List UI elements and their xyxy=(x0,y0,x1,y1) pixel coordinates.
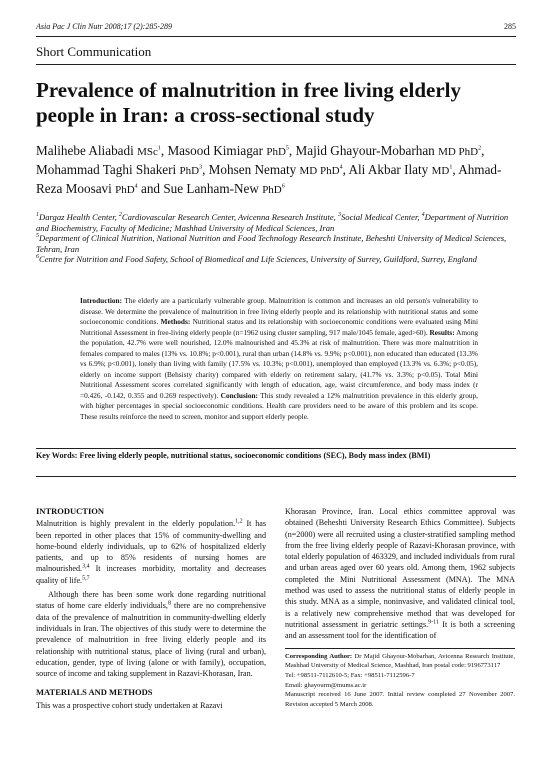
author-name: Sue Lanham-New xyxy=(163,181,259,196)
author-degree: MD xyxy=(431,165,450,177)
author-affil-ref: 2 xyxy=(478,145,482,152)
keywords: Key Words: Free living elderly people, nutritional status, socioeconomic conditions (SEC), Body mass index (BMI) xyxy=(36,451,431,460)
citation-ref: 1,2 xyxy=(235,518,243,525)
corr-email: Email: ghayourm@mums.ac.ir xyxy=(285,681,367,689)
citation-ref: 8 xyxy=(167,600,171,607)
author-degree: PhD xyxy=(179,165,200,177)
author-affil-ref: 3 xyxy=(199,164,203,171)
methods-paragraph: This was a prospective cohort study undertaken at Razavi xyxy=(36,700,223,710)
citation-ref: 5,7 xyxy=(82,575,90,582)
paper-title: Prevalence of malnutrition in free living elderly people in Iran: a cross-sectional study xyxy=(36,78,461,127)
author-name: Mohammad Taghi Shakeri xyxy=(36,162,177,177)
author-affil-ref: 1 xyxy=(449,164,453,171)
text-span: It has been reported in other places that 15% of community-dwelling and home-bound elderly individuals, up to 62% of hospitalized elderly patients, and up to 85% residents of nursing homes are malnourished. xyxy=(36,519,266,574)
right-column xyxy=(285,506,515,710)
abstract-methods-label: Methods: xyxy=(160,317,191,327)
affiliations xyxy=(36,212,516,265)
author-name: Ahmad-Reza Moosavi xyxy=(36,162,502,196)
affiliation-text: Department of Clinical Nutrition, National Nutrition and Food Technology Research Institute, Beheshti University of Medical Sciences, Tehran, Iran xyxy=(36,233,507,254)
affil-marker: 3 xyxy=(337,212,341,219)
author-degree: MSc xyxy=(137,146,158,158)
corr-received: Manuscript received 16 June 2007. Initial review completed 27 November 2007. Revision accepted 5 March 2008. xyxy=(285,691,515,709)
affiliation-text: Social Medical Center, xyxy=(340,212,422,222)
methods-heading: MATERIALS AND METHODS xyxy=(36,687,153,698)
text-span: It increases morbidity, mortality and decreases quality of life. xyxy=(36,564,266,585)
abstract xyxy=(80,296,478,423)
author-affil-ref: 4 xyxy=(339,164,343,171)
author-name: Ali Akbar Ilaty xyxy=(348,162,429,177)
author-affil-ref: 4 xyxy=(134,183,138,190)
author-name: Masood Kimiagar xyxy=(167,143,264,158)
abstract-intro: The elderly are a particularly vulnerable group. Malnutrition is common and increases an old person's vulnerability to disease. We determine the prevalence of malnutrition in free living elderly people and its relationship with nutritional status and some socioeconomic conditions. xyxy=(80,296,478,327)
abstract-rule xyxy=(36,448,516,449)
section-rule xyxy=(36,64,516,65)
corr-tel: Tel: +98511-7112610-5; Fax: +98511-7112596-7 xyxy=(285,671,415,679)
affiliation-text: Cardiovascular Research Center, Avicenna Research Institute, xyxy=(121,212,338,222)
author-degree: PhD xyxy=(262,184,282,196)
affiliation-text: Dargaz Health Center, xyxy=(39,212,119,222)
abstract-methods: Nutritional status and its relationship with socioeconomic conditions were evaluated using Mini Nutritional Assessment in free-living elderly people (n=1962 using cluster sampling, 917 male/1045 female, aged>60). xyxy=(80,317,478,337)
page-number: 285 xyxy=(504,22,516,31)
keywords-rule xyxy=(36,476,516,477)
abstract-results: Among the population, 42.7% were well nourished, 12.0% malnourished and 45.3% at risk of malnutrition. There was more malnutrition in females compared to males (13% vs. 10.8%; p<0.001), rural than urban (14.8% vs. 9.9%; p<0.001), non educated than educated (13.3% vs 6.9%; p<0.001), lonely than living with family (17.5% vs. 10.3%; p<0.001), unemployed than employed (13.3% vs. 6.3%; p<0.05), elderly on income support (Behsisty charity) compared with elderly on retirement salary, (41.7% vs. 3.3%; p<0.05). Total Mini Nutritional Assessment scores correlated significantly with length of education, age, waist circumference, and body mass index (r =0.426, -0.142, 0.355 and 0.269 respectively). xyxy=(80,327,479,400)
corr-text: Dr Majid Ghayour-Mobarhan, Avicenna Research Institute, Mashhad University of Medical Science, Mashhad, Iran postal code: 9196773117 xyxy=(285,652,515,670)
text-span: It is both a screening and an assessment tool for the identification of xyxy=(285,619,516,641)
journal-citation: Asia Pac J Clin Nutr 2008;17 (2):285-289 xyxy=(36,22,172,31)
abstract-conclusion-label: Conclusion: xyxy=(220,390,258,400)
affil-marker: 6 xyxy=(36,254,39,261)
author-name: Malihebe Aliabadi xyxy=(36,143,134,158)
affiliation-text: Centre for Nutrition and Food Safety, School of Biomedical and Life Sciences, University of Surrey, Guildford, Surrey, England xyxy=(39,254,477,265)
author-affil-ref: 1 xyxy=(157,145,161,152)
author-list: Malihebe Aliabadi MSc$^1$, Masood Kimiagar PhD$^5$, Majid Ghayour-Mobarhan MD PhD$^2$, Mohammad Taghi Shakeri PhD$^3$, Mohsen Nematy MD PhD$^4$, Ali Akbar Ilaty $MD^1$, Ahmad-Reza Moosavi PhD$^4$ and Sue Lanham-New PhD$^6$ xyxy=(36,143,502,196)
abstract-intro-label: Introduction: xyxy=(80,296,123,305)
section-label: Short Communication xyxy=(36,44,152,59)
citation-ref: 3,4 xyxy=(82,563,90,570)
affil-marker: 5 xyxy=(36,233,39,240)
affiliation-text: Department of Nutrition and Biochemistry, Faculty of Medicine; Mashhad University of Medical Sciences, Iran xyxy=(36,212,509,233)
author-name: Majid Ghayour-Mobarhan xyxy=(295,143,435,158)
author-affil-ref: 6 xyxy=(281,183,285,190)
author-name: Mohsen Nematy xyxy=(208,162,297,177)
text-span: Malnutrition is highly prevalent in the elderly population. xyxy=(36,519,236,529)
intro-paragraph-2 xyxy=(36,589,266,679)
affil-marker: 1 xyxy=(36,212,39,219)
author-affil-ref: 5 xyxy=(285,145,289,152)
author-degree: PhD xyxy=(115,184,135,196)
header-rule xyxy=(36,36,516,37)
corr-label: Corresponding Author: xyxy=(285,652,353,660)
text-span: Khorasan Province, Iran. Local ethics committee approval was obtained (Beheshti University Research Ethics Committee). Subjects (n=2000) were all recruited using a cluster-stratified sampling method from the free living elderly people of Razavi-Khorasan province, with total elderly population of 463329, and included individuals from rural and urban areas aged over 60 years old. Among them, 1962 subjects completed the Mini Nutritional Assessment (MNA). The MNA method was used to assess the nutritional status of elderly people in this study. MNA as a simple, noninvasive, and validated clinical tool, is a relatively new comprehensive method that was developed for nutritional assessment in geriatric settings. xyxy=(285,507,515,629)
citation-ref: 9-11 xyxy=(428,619,439,626)
methods-continued xyxy=(285,506,515,642)
text-span: Although there has been some work done regarding nutritional status of home care elderly individuals, xyxy=(36,590,266,611)
conjunction: and xyxy=(140,181,161,196)
author-degree: MD PhD xyxy=(438,146,479,158)
left-column xyxy=(36,506,266,711)
running-header xyxy=(36,22,516,31)
introduction-heading: INTRODUCTION xyxy=(36,506,105,516)
corresponding-author-box xyxy=(285,648,515,710)
affil-marker: 4 xyxy=(421,212,425,219)
abstract-conclusion: This study revealed a 12% malnutrition prevalence in this elderly group, with higher percentages in special socioeconomic conditions. Health care providers need to be aware of this problem and its scope. These results reinforce the need to screen, monitor and support elderly people. xyxy=(80,390,478,422)
affil-marker: 2 xyxy=(118,212,122,219)
text-span: there are no comprehensive data of the prevalence of malnutrition in community-dwelling elderly individuals in Iran. The objectives of this study were to determine the prevalence of malnutrition in free living elderly people and its relationship with nutritional status, place of living (rural and urban), education, gender, type of living (alone or with family), occupation, source of income and taking supplement in Razavi-Khorasan, Iran. xyxy=(36,601,266,679)
author-degree: PhD xyxy=(266,146,286,158)
abstract-results-label: Results: xyxy=(429,327,455,337)
intro-paragraph-1 xyxy=(36,518,266,586)
author-degree: MD PhD xyxy=(299,165,340,177)
